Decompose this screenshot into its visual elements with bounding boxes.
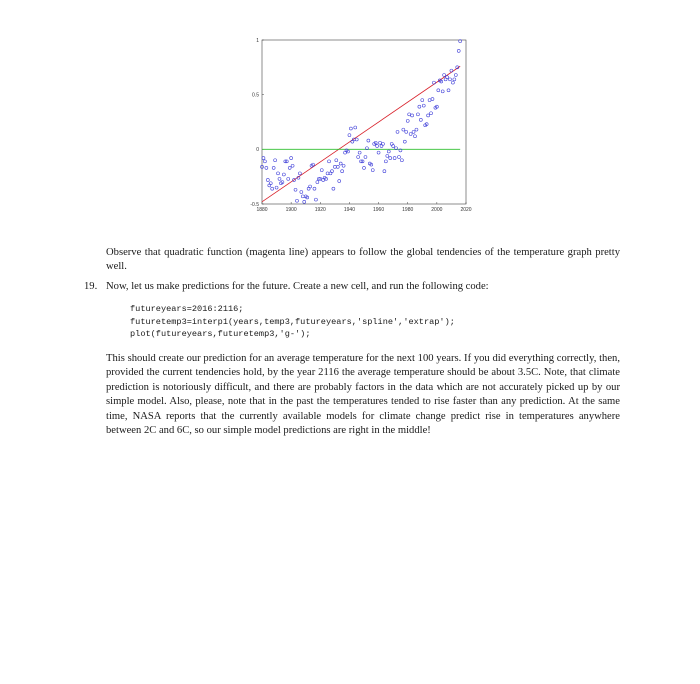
x-tick-label: 1900 — [285, 207, 297, 213]
y-tick-label: -0.5 — [250, 201, 259, 208]
x-tick-label: 2000 — [431, 207, 443, 213]
y-tick-label: 1 — [256, 37, 259, 44]
x-tick-label: 1880 — [256, 207, 268, 213]
observation-paragraph: Observe that quadratic function (magenta line) appears to follow the global tendencies of the temperature graph pretty well. — [106, 247, 620, 273]
code-block — [130, 303, 455, 341]
x-tick-label: 1960 — [373, 207, 385, 213]
temperature-figure — [236, 30, 488, 220]
y-tick-label: 0.5 — [252, 92, 259, 99]
code-line: futuretemp3=interp1(years,temp3,futureyears,'spline','extrap'); — [130, 316, 455, 327]
x-tick-label: 1940 — [343, 207, 355, 213]
x-tick-label: 2020 — [460, 207, 472, 213]
code-line: futureyears=2016:2116; — [130, 304, 244, 314]
item-number: 19. — [84, 281, 98, 292]
y-tick-label: 0 — [256, 147, 259, 154]
temperature-scatter-chart — [236, 30, 488, 220]
x-tick-label: 1920 — [314, 207, 326, 213]
code-line: plot(futureyears,futuretemp3,'g-'); — [130, 329, 311, 340]
x-tick-label: 1980 — [402, 207, 414, 213]
item-lead-text: Now, let us make predictions for the future. Create a new cell, and run the following code: — [106, 281, 489, 292]
prediction-paragraph: This should create our prediction for an average temperature for the next 100 years. If you did everything correctly, then, provided the current tendencies hold, by the year 2116 the average temperature should be about 3.5C. Note, that climate prediction is notoriously difficult, and there are probably factors in the data which are not accurately picked up by our simple model. Also, please, note that in the past the temperatures tended to rise faster than any prediction. At the same time, NASA reports that the currently available models for climate change predict rise in temperatures anywhere between 2C and 6C, so our simple model predictions are right in the middle! — [106, 353, 620, 437]
